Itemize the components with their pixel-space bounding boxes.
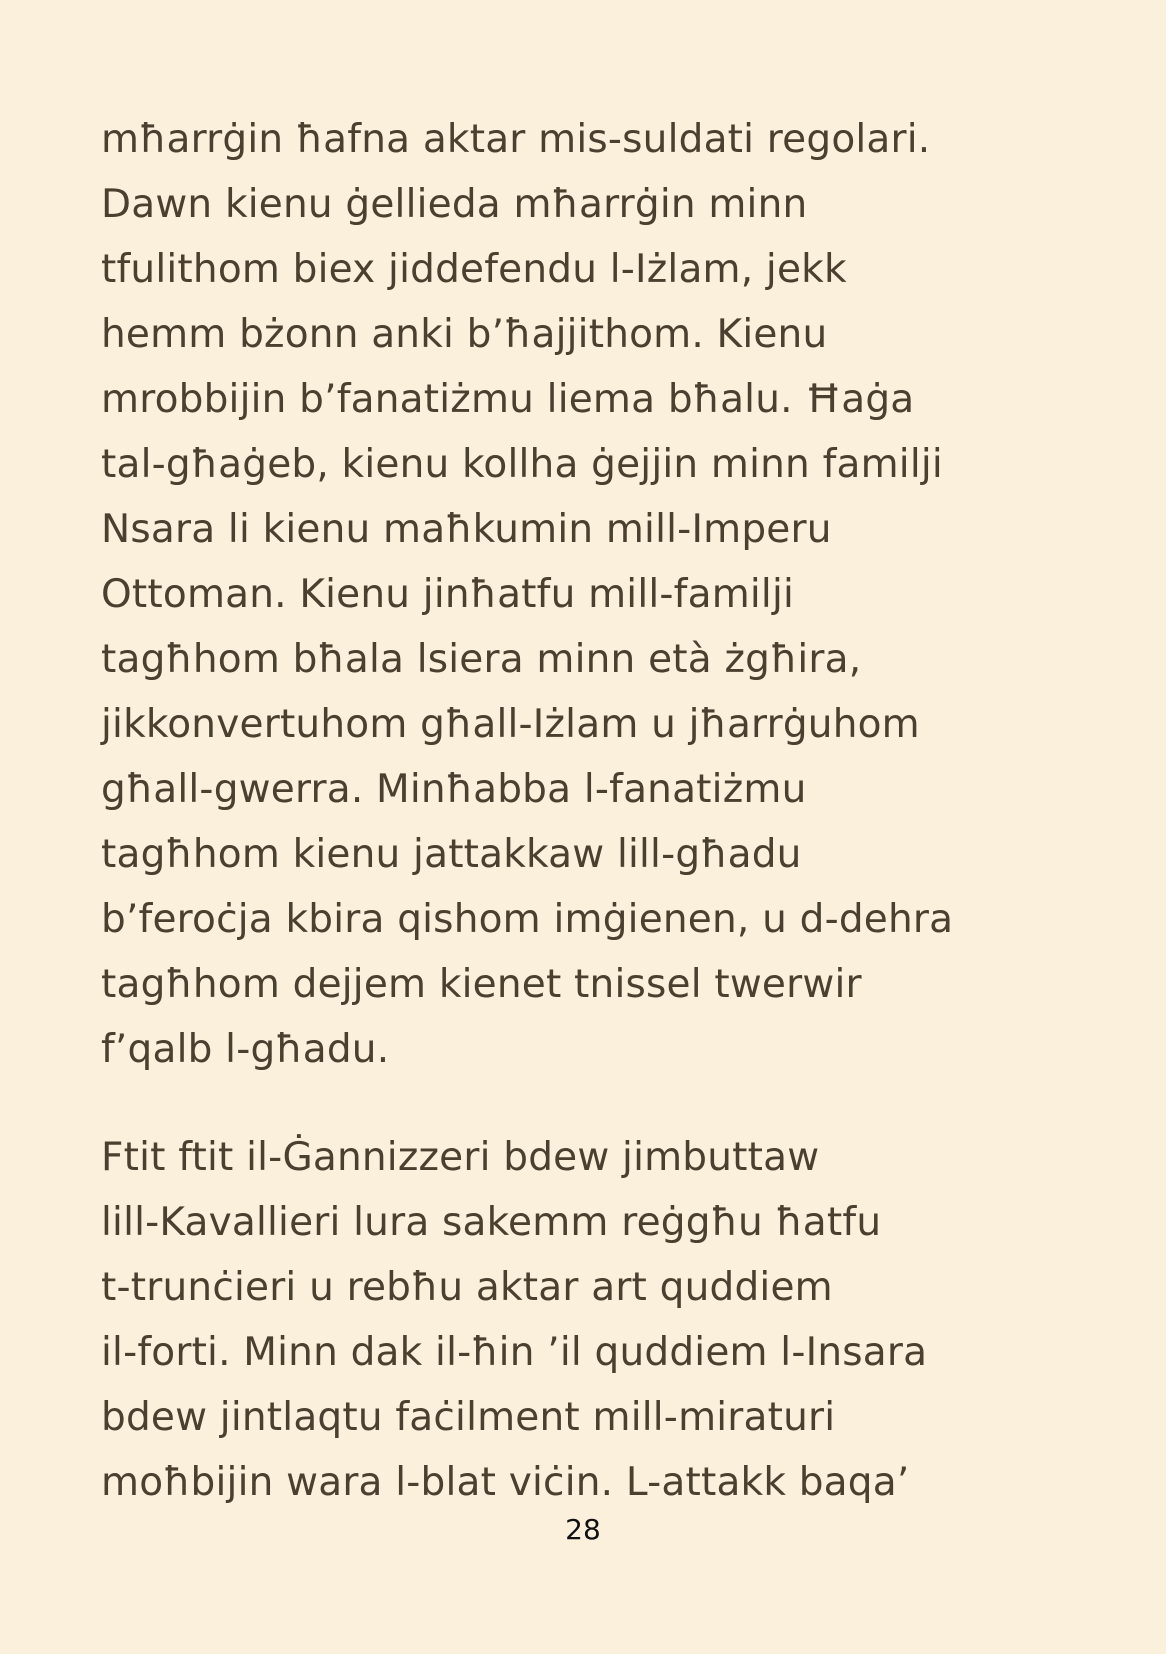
text-line: tagħhom kienu jattakkaw lill-għadu [101, 832, 802, 877]
text-line: tfulithom biex jiddefendu l-Iżlam, jekk [101, 247, 847, 292]
paragraph-2 [101, 1125, 1061, 1515]
page-number: 28 [565, 1513, 601, 1546]
text-line: b’feroċja kbira qishom imġienen, u d-dehra [101, 897, 954, 942]
text-line: tagħhom dejjem kienet tnissel twerwir [101, 962, 862, 1007]
paragraph-spacer [101, 1082, 1061, 1125]
text-line: Ottoman. Kienu jinħatfu mill-familji [101, 572, 795, 617]
text-line: hemm bżonn anki b’ħajjithom. Kienu [101, 312, 828, 357]
text-line: mħarrġin ħafna aktar mis-suldati regolari. [101, 117, 931, 162]
text-line: mrobbijin b’fanatiżmu liema bħalu. Ħaġa [101, 377, 915, 422]
body-text [101, 107, 1061, 1515]
text-line: moħbijin wara l-blat viċin. L-attakk baqa’ [101, 1460, 910, 1505]
text-line: tal-għaġeb, kienu kollha ġejjin minn familji [101, 442, 943, 487]
text-line: Ftit ftit il-Ġannizzeri bdew jimbuttaw [101, 1135, 820, 1180]
text-line: f’qalb l-għadu. [101, 1027, 390, 1072]
text-line: għall-gwerra. Minħabba l-fanatiżmu [101, 767, 807, 812]
text-line: jikkonvertuhom għall-Iżlam u jħarrġuhom [101, 702, 920, 747]
text-line: il-forti. Minn dak il-ħin ’il quddiem l-Insara [101, 1330, 928, 1375]
text-line: t-trunċieri u rebħu aktar art quddiem [101, 1265, 833, 1310]
text-line: Dawn kienu ġellieda mħarrġin minn [101, 182, 808, 227]
text-line: Nsara li kienu maħkumin mill-Imperu [101, 507, 832, 552]
text-line: bdew jintlaqtu faċilment mill-miraturi [101, 1395, 836, 1440]
text-line: tagħhom bħala lsiera minn età żgħira, [101, 637, 862, 682]
paragraph-1 [101, 107, 1061, 1082]
text-line: lill-Kavallieri lura sakemm reġgħu ħatfu [101, 1200, 882, 1245]
